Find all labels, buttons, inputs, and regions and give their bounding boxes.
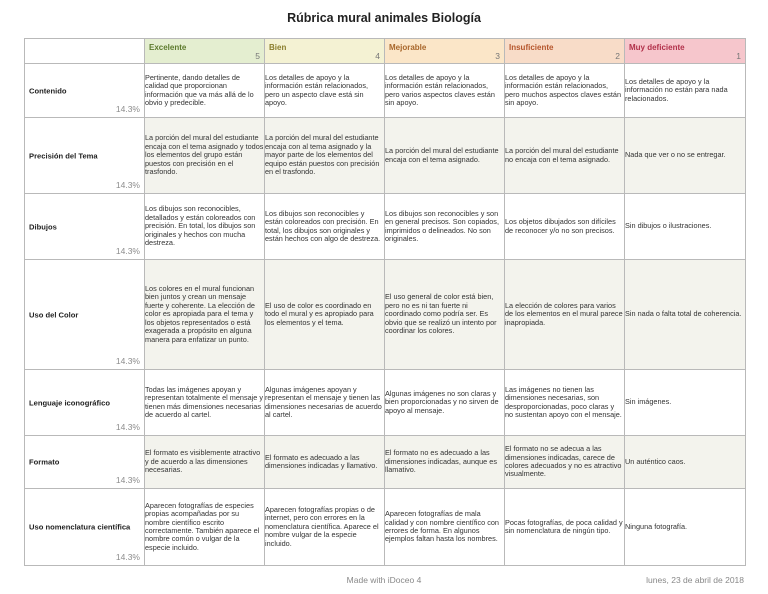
rubric-cell[interactable]: Todas las imágenes apoyan y representan totalmente el mensaje y tienen más dimensiones necesarias de acuerdo al cartel. bbox=[145, 370, 265, 436]
criterion-weight: 14.3% bbox=[115, 552, 140, 562]
rubric-cell[interactable]: La porción del mural del estudiante no encaja con el tema asignado. bbox=[505, 118, 625, 194]
rubric-cell[interactable]: Algunas imágenes apoyan y representan el mensaje y tienen las dimensiones necesarias de acuerdo al cartel. bbox=[265, 370, 385, 436]
rubric-cell[interactable]: Los dibujos son reconocibles, detallados y están coloreados con precisión. En total, los dibujos son originales y hechos con mucha destreza. bbox=[145, 194, 265, 260]
level-header-muy-deficiente bbox=[625, 39, 746, 64]
rubric-cell[interactable]: Pertinente, dando detalles de calidad que proporcionan información que va más allá de lo obvio y predecible. bbox=[145, 64, 265, 118]
rubric-cell[interactable]: Los colores en el mural funcionan bien juntos y crean un mensaje fuerte y coherente. La elección de color es apropiada para el tema y los objetos representados o está exagerada a propósito en alguna manera para enfatizar un punto. bbox=[145, 260, 265, 370]
criterion-weight: 14.3% bbox=[115, 246, 140, 256]
level-score: 4 bbox=[375, 51, 380, 61]
criterion-name: Contenido bbox=[29, 86, 67, 95]
criterion-weight: 14.3% bbox=[115, 356, 140, 366]
criterion-row-uso-nomenclatura-cientifica bbox=[25, 489, 746, 566]
level-score: 3 bbox=[495, 51, 500, 61]
rubric-cell[interactable]: Los dibujos son reconocibles y son en general precisos. Son copiados, imprimidos o delineados. No son originales. bbox=[385, 194, 505, 260]
criterion-label bbox=[25, 64, 145, 118]
criterion-name: Uso del Color bbox=[29, 310, 79, 319]
level-header-mejorable bbox=[385, 39, 505, 64]
rubric-cell[interactable]: Los detalles de apoyo y la información están relacionados, pero varios aspectos claves están sin apoyo. bbox=[385, 64, 505, 118]
rubric-cell[interactable]: Aparecen fotografías de mala calidad y con nombre científico con errores de forma. En algunos ejemplos faltan hasta los nombres. bbox=[385, 489, 505, 566]
rubric-cell[interactable]: Pocas fotografías, de poca calidad y sin nomenclatura de ningún tipo. bbox=[505, 489, 625, 566]
rubric-cell[interactable]: Sin dibujos o ilustraciones. bbox=[625, 194, 746, 260]
rubric-table bbox=[24, 38, 746, 566]
criterion-name: Dibujos bbox=[29, 222, 57, 231]
rubric-cell[interactable]: Los detalles de apoyo y la información están relacionados, pero un aspecto clave está sin apoyo. bbox=[265, 64, 385, 118]
rubric-cell[interactable]: El uso de color es coordinado en todo el mural y es apropiado para los elementos y el tema. bbox=[265, 260, 385, 370]
criterion-label bbox=[25, 118, 145, 194]
level-score: 1 bbox=[736, 51, 741, 61]
header-corner bbox=[25, 39, 145, 64]
criterion-row-precision-del-tema bbox=[25, 118, 746, 194]
rubric-cell[interactable]: El formato no es adecuado a las dimensiones indicadas, aunque es llamativo. bbox=[385, 436, 505, 489]
level-header-bien bbox=[265, 39, 385, 64]
levels-header-row bbox=[25, 39, 746, 64]
criterion-name: Lenguaje iconográfico bbox=[29, 398, 111, 407]
made-with-footer: Made with iDoceo 4 bbox=[346, 575, 422, 585]
criterion-row-lenguaje-iconografico bbox=[25, 370, 746, 436]
level-name: Insuficiente bbox=[509, 43, 554, 52]
criterion-label bbox=[25, 489, 145, 566]
rubric-cell[interactable]: Un auténtico caos. bbox=[625, 436, 746, 489]
rubric-cell[interactable]: La porción del mural del estudiante encaja con el tema asignado y todos los elementos del grupo están puestos con precisión en el trasfondo. bbox=[145, 118, 265, 194]
criterion-row-dibujos bbox=[25, 194, 746, 260]
criterion-name: Precisión del Tema bbox=[29, 151, 98, 160]
criterion-weight: 14.3% bbox=[115, 422, 140, 432]
criterion-label bbox=[25, 260, 145, 370]
rubric-cell[interactable]: El formato es adecuado a las dimensiones indicadas y llamativo. bbox=[265, 436, 385, 489]
rubric-cell[interactable]: Aparecen fotografías de especies propias acompañadas por su nombre científico escrito correctamente. También aparece el nombre común o vulgar de la especie incluido. bbox=[145, 489, 265, 566]
rubric-cell[interactable]: El formato es visiblemente atractivo y de acuerdo a las dimensiones necesarias. bbox=[145, 436, 265, 489]
rubric-cell[interactable]: Los objetos dibujados son difíciles de reconocer y/o no son precisos. bbox=[505, 194, 625, 260]
level-score: 5 bbox=[255, 51, 260, 61]
rubric-cell[interactable]: Las imágenes no tienen las dimensiones necesarias, son desproporcionadas, poco claras y no sustentan apoyo con el mensaje. bbox=[505, 370, 625, 436]
criterion-row-uso-del-color bbox=[25, 260, 746, 370]
level-name: Muy deficiente bbox=[629, 43, 685, 52]
level-name: Bien bbox=[269, 43, 287, 52]
criterion-row-formato bbox=[25, 436, 746, 489]
rubric-cell[interactable]: Los dibujos son reconocibles y están coloreados con precisión. En total, los dibujos son originales y están hechos con algo de destreza. bbox=[265, 194, 385, 260]
rubric-cell[interactable]: La porción del mural del estudiante encaja con al tema asignado y la mayor parte de los elementos del equipo están puestos con precisión en el trasfondo. bbox=[265, 118, 385, 194]
rubric-cell[interactable]: Sin nada o falta total de coherencia. bbox=[625, 260, 746, 370]
level-header-excelente bbox=[145, 39, 265, 64]
criterion-weight: 14.3% bbox=[115, 180, 140, 190]
date-footer: lunes, 23 de abril de 2018 bbox=[646, 575, 744, 585]
rubric-cell[interactable]: Sin imágenes. bbox=[625, 370, 746, 436]
page-title: Rúbrica mural animales Biología bbox=[287, 11, 481, 25]
criterion-weight: 14.3% bbox=[115, 104, 140, 114]
level-header-insuficiente bbox=[505, 39, 625, 64]
criterion-name: Formato bbox=[29, 457, 60, 467]
criterion-label bbox=[25, 370, 145, 436]
rubric-cell[interactable]: Los detalles de apoyo y la información están relacionados, pero muchos aspectos claves están sin apoyo. bbox=[505, 64, 625, 118]
rubric-cell[interactable]: El formato no se adecua a las dimensiones indicadas, carece de colores adecuados y no es atractivo visualmente. bbox=[505, 436, 625, 489]
criterion-label bbox=[25, 194, 145, 260]
level-name: Mejorable bbox=[389, 43, 427, 52]
rubric-cell[interactable]: La porción del mural del estudiante encaja con el tema asignado. bbox=[385, 118, 505, 194]
rubric-cell[interactable]: La elección de colores para varios de los elementos en el mural parece inapropiada. bbox=[505, 260, 625, 370]
criterion-weight: 14.3% bbox=[115, 475, 140, 485]
level-score: 2 bbox=[615, 51, 620, 61]
criterion-label bbox=[25, 436, 145, 489]
rubric-cell[interactable]: Aparecen fotografías propias o de internet, pero con errores en la nomenclatura científica. Aparece el nombre vulgar de la especie incluido. bbox=[265, 489, 385, 566]
criterion-name: Uso nomenclatura científica bbox=[29, 522, 131, 532]
criterion-row-contenido bbox=[25, 64, 746, 118]
rubric-cell[interactable]: Nada que ver o no se entregar. bbox=[625, 118, 746, 194]
rubric-cell[interactable]: El uso general de color está bien, pero no es ni tan fuerte ni coordinado como podría ser. Es obvio que se realizó un intento por coordinar los colores. bbox=[385, 260, 505, 370]
rubric-cell[interactable]: Ninguna fotografía. bbox=[625, 489, 746, 566]
level-name: Excelente bbox=[149, 43, 187, 52]
rubric-cell[interactable]: Los detalles de apoyo y la información no están para nada relacionados. bbox=[625, 64, 746, 118]
rubric-cell[interactable]: Algunas imágenes no son claras y bien proporcionadas y no sirven de apoyo al mensaje. bbox=[385, 370, 505, 436]
